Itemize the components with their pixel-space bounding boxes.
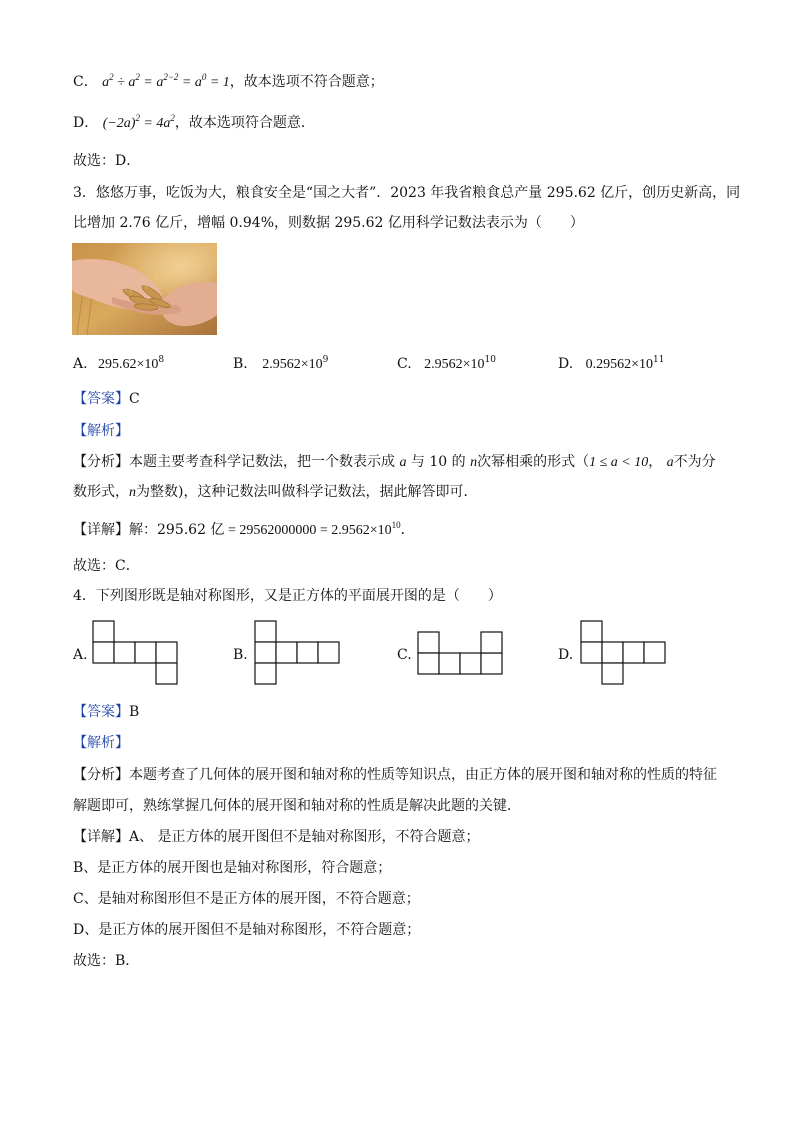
fenxi-3-c: 次幂相乘的形式（ [477,454,590,470]
fenxi-3-a: 【分析】本题主要考查科学记数法，把一个数表示成 [73,454,395,470]
net-cell [644,642,665,663]
net-cell [481,632,502,653]
net-cell [581,642,602,663]
net-cell [255,642,276,663]
choose-3-line: 故选：C． [73,558,140,574]
fenxi-3-e: 不为分 [673,454,716,470]
net-cell [156,642,177,663]
detail-3-a: 【详解】解：295.62 亿 [73,522,225,538]
net-cell [460,653,481,674]
option-3d-exponent: 11 [653,355,665,365]
option-3a-mantissa: 295.62 [98,357,137,372]
option-d-line [73,113,733,134]
option-c-formula: $a^2 \div a^2 = a^{2-2} = a^0 = 1$ [102,72,230,90]
option-3a-exponent: 8 [158,355,165,365]
fenxi-3-line-2 [73,482,733,503]
net-cell [114,642,135,663]
net-cell [297,642,318,663]
wheat-photo-graphic [72,243,217,335]
answer-3-bracket: 【答案】 [73,391,129,407]
choose-line-1: 故选：D． [73,153,141,169]
var-a: a [399,455,407,470]
fenxi-4-line-2: 解题即可，熟练掌握几何体的展开图和轴对称的性质是解决此题的关键． [73,798,521,814]
detail-4-line-2: B、是正方体的展开图也是轴对称图形，符合题意； [73,860,392,876]
question-4-line: 4．下列图形既是轴对称图形，又是正方体的平面展开图的是（ ） [73,588,502,604]
figure-4b-net [254,620,344,688]
answer-3-line [73,389,733,409]
figure-4a-net [92,620,182,688]
net-cell [602,663,623,684]
net-cell [93,621,114,642]
option-3a-label: A. [73,356,88,372]
question-3-line-1: 3．悠悠万事，吃饭为大，粮食安全是“国之大者”．2023 年我省粮食总产量 295.62 亿斤，创历史新高，同 [73,185,741,201]
option-c-line [73,72,733,93]
option-3b-label: B. [233,356,248,372]
answer-3-value: C [129,391,140,407]
option-3a[interactable]: A. $295.62\times 10^8$ [73,355,165,372]
net-cell [623,642,644,663]
net-cell [255,621,276,642]
answer-4-value: B [129,704,140,720]
range-formula: 1 ≤ a < 10 [589,455,649,470]
option-3d[interactable]: D. $0.29562\times 10^{11}$ [558,355,665,372]
var-a-2: a [666,455,674,470]
figure-4c-net [417,631,509,679]
fenxi-3-line2-b: 为整数)，这种记数法叫做科学记数法，据此解答即可． [136,484,478,500]
wheat-photo [72,243,217,335]
fenxi-4-line-1: 【分析】本题考查了几何体的展开图和轴对称的性质等知识点，由正方体的展开图和轴对称的性质的特征 [73,767,717,783]
option-d-prefix: D． [73,115,99,131]
detail-4-line-1: 【详解】A、 是正方体的展开图但不是轴对称图形，不符合题意； [73,829,480,845]
option-3b-mantissa: 2.9562 [262,357,301,372]
option-3d-mantissa: 0.29562 [585,357,632,372]
net-cell [481,653,502,674]
option-3c-mantissa: 2.9562 [424,357,463,372]
option-d-suffix: ，故本选项符合题意． [174,115,315,131]
net-cell [418,632,439,653]
fenxi-3-line2-a: 数形式， [73,484,129,500]
net-cell [418,653,439,674]
question-3-line-2: 比增加 2.76 亿斤，增幅 0.94%，则数据 295.62 亿用科学记数法表示为（ ） [73,215,584,231]
net-cell [255,663,276,684]
option-3c-label: C. [397,356,412,372]
question-3-options [73,354,733,374]
detail-3-formula: = $29562000000 = 2.9562\times 10^{10}$ [224,520,401,538]
option-c-prefix: C． [73,74,98,90]
detail-4-line-3: C、是轴对称图形但不是正方体的展开图，不符合题意； [73,891,420,907]
net-cell [135,642,156,663]
var-n-2: n [129,485,136,500]
net-cell [581,621,602,642]
net-cell [318,642,339,663]
net-cell [602,642,623,663]
answer-4-line [73,702,733,722]
figure-4a-label[interactable]: A. [73,647,88,663]
option-3c[interactable]: C. $2.9562\times 10^{10}$ [397,355,496,372]
net-cell [439,653,460,674]
net-cell [93,642,114,663]
option-3b-exponent: 9 [322,355,329,365]
analysis-4-heading: 【解析】 [73,735,129,751]
net-cell [276,642,297,663]
detail-4-line-4: D、是正方体的展开图但不是轴对称图形，不符合题意； [73,922,421,938]
detail-3-line [73,520,733,541]
fenxi-3-b: 与 10 的 [410,454,466,470]
var-n: n [470,455,478,470]
option-3b[interactable]: B. $2.9562\times 10^9$ [233,355,329,372]
option-3c-exponent: 10 [484,355,496,365]
option-c-suffix: ，故本选项不符合题意； [229,74,384,90]
option-d-formula: $(-2a)^2 = 4a^2$ [102,113,175,131]
figure-4c-label[interactable]: C. [397,647,412,663]
net-cell [156,663,177,684]
figure-4d-net [580,620,670,688]
analysis-3-heading: 【解析】 [73,423,129,439]
option-3d-label: D. [558,356,574,372]
figure-4b-label[interactable]: B. [233,647,248,663]
choose-4-line: 故选：B． [73,953,140,969]
fenxi-3-d: ， [648,454,663,470]
detail-3-b: ． [400,522,415,538]
answer-4-bracket: 【答案】 [73,704,129,720]
figure-4d-label[interactable]: D. [558,647,574,663]
fenxi-3-line-1 [73,452,733,473]
